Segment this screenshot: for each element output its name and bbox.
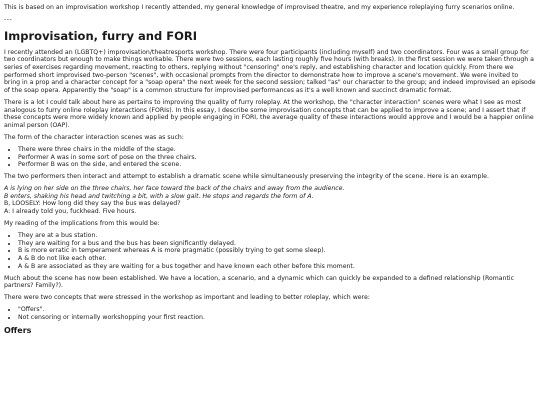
paragraph-form: The form of the character interaction scenes was as such: — [4, 134, 184, 141]
list-item: • "Offers". — [18, 306, 536, 314]
example-script — [4, 185, 536, 216]
script-dialogue: B, LOOSELY: How long did they say the bus was delayed? — [4, 200, 181, 208]
list-item: • Performer A was in some sort of pose on the three chairs. — [18, 154, 536, 162]
paragraph-concepts: There were two concepts that were stressed in the workshop as important and leading to better roleplay, which were: — [4, 294, 370, 302]
list-item: • Not censoring or internally workshopping your first reaction. — [18, 314, 536, 322]
paragraph-fori: There is a lot I could talk about here as pertains to improving the quality of furry roleplay. At the workshop, the "character interaction" scenes were what I see as most analogous to furry online roleplay interactions (FORIs). In this essay, I describe some improvisation concepts that can be applied to improve a scene; and I assert that if these concepts were more widely known and applied by people engaging in FORI, the average quality of these interactions would approve and I would be a happier online animal person (OAP). — [4, 99, 534, 130]
script-stage-direction: B enters, shaking his head and twitching a bit, with a slow gait. He stops and regards the form of A. — [4, 192, 314, 200]
list-item: • A & B do not like each other. — [18, 255, 536, 263]
section-heading-offers: Offers — [4, 325, 32, 335]
script-stage-direction: A is lying on her side on the three chairs, her face toward the back of the chairs and away from the audience. — [4, 185, 345, 193]
paragraph-established: Much about the scene has now been established. We have a location, a scenario, and a dynamic which can quickly be expanded to a defined relationship (Romantic partners? Family?). — [4, 274, 515, 290]
list-item: • Performer B was on the side, and entered the scene. — [18, 161, 536, 169]
paragraph-reading: My reading of the implications from this would be: — [4, 220, 160, 228]
implications-list — [4, 232, 536, 271]
concepts-list — [4, 306, 536, 321]
list-item: • There were three chairs in the middle of the stage. — [18, 146, 536, 154]
intro-text: This is based on an improvisation workshop I recently attended, my general knowledge of improvised theatre, and my experience roleplaying furry scenarios online. — [4, 4, 515, 11]
separator: --- — [4, 15, 13, 23]
paragraph-workshop: I recently attended an (LGBTQ+) improvisation/theatresports workshop. There were four participants (including myself) and two coordinators. Four was a small group for two coordinators but enough to make things workable. There were two sessions, each lasting roughly five hours (with breaks). In the first session we were taken through a series of exercises regarding movement, reacting to others, replying without "censoring" one's reply, and establishing character and location quickly. From there we performed short improvised two-person "scenes", with occasional prompts from the director to demonstrate how to improve a scene's movement. We were invited to bring in a prop and a character concept for a "soap opera" the next week for the second session; talked "as" our character to the group; and indeed improvised an episode of the soap opera. Apparently the "soap" is a common structure for improvised performances as it's a well known and succinct dramatic format. — [4, 48, 536, 95]
list-item: • A & B are associated as they are waiting for a bus together and have known each other before this moment. — [18, 263, 536, 271]
article — [4, 4, 536, 336]
script-dialogue: A: I already told you, fuckhead. Five hours. — [4, 208, 137, 216]
list-item: • B is more erratic in temperament whereas A is more pragmatic (possibly trying to get some sleep). — [18, 247, 536, 255]
list-item: • They are waiting for a bus and the bus has been significantly delayed. — [18, 240, 536, 248]
paragraph-example: The two performers then interact and attempt to establish a dramatic scene while simultaneously preserving the integrity of the scene. Here is an example. — [4, 173, 489, 181]
article-title: Improvisation, furry and FORI — [4, 28, 197, 43]
list-item: • They are at a bus station. — [18, 232, 536, 240]
setup-list — [4, 146, 536, 169]
